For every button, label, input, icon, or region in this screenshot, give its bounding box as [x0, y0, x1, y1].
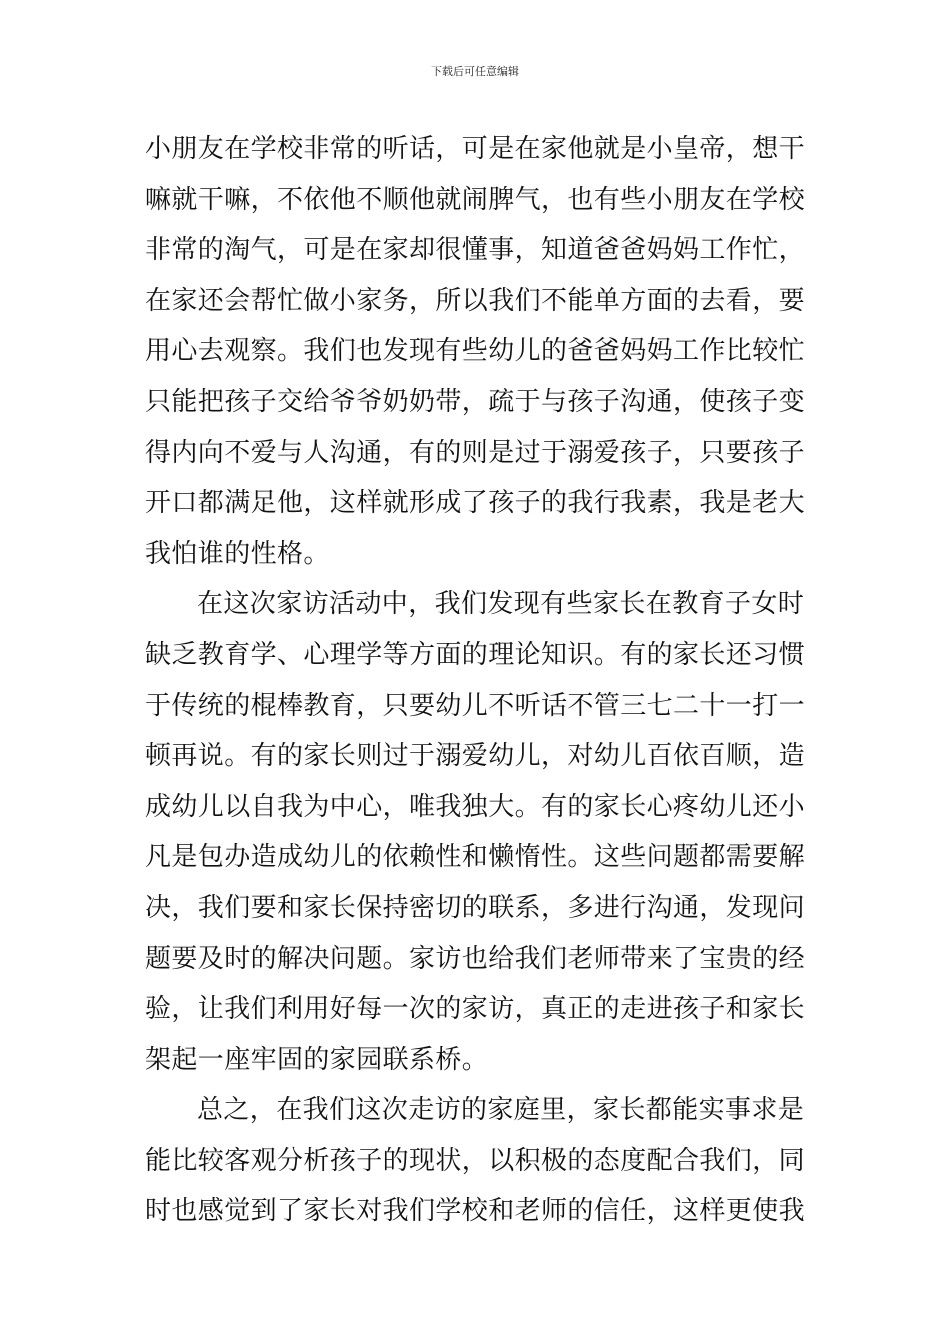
page-header: 下载后可任意编辑	[431, 65, 519, 78]
document-body	[145, 124, 810, 1237]
text-line: 嘛就干嘛，不依他不顺他就闹脾气，也有些小朋友在学校	[145, 184, 806, 215]
text-line: 小朋友在学校非常的听话，可是在家他就是小皇帝，想干	[145, 134, 806, 164]
text-line: 用心去观察。我们也发现有些幼儿的爸爸妈妈工作比较忙	[145, 336, 806, 367]
text-line: 开口都满足他，这样就形成了孩子的我行我素，我是老大	[145, 488, 806, 519]
text-line: 能比较客观分析孩子的现状，以积极的态度配合我们，同	[145, 1145, 806, 1176]
paragraph-start-line: 在这次家访活动中，我们发现有些家长在教育子女时	[197, 589, 805, 620]
paragraph-start-line: 总之，在我们这次走访的家庭里，家长都能实事求是	[197, 1095, 805, 1126]
text-line: 架起一座牢固的家园联系桥。	[145, 1044, 489, 1075]
text-line: 缺乏教育学、心理学等方面的理论知识。有的家长还习惯	[145, 639, 806, 670]
text-line: 我怕谁的性格。	[145, 538, 330, 569]
text-line: 于传统的棍棒教育，只要幼儿不听话不管三七二十一打一	[145, 690, 806, 721]
text-line: 时也感觉到了家长对我们学校和老师的信任，这样更使我	[145, 1196, 806, 1227]
text-line: 在家还会帮忙做小家务，所以我们不能单方面的去看，要	[145, 285, 806, 316]
text-line: 得内向不爱与人沟通，有的则是过于溺爱孩子，只要孩子	[145, 437, 806, 468]
text-line: 验，让我们利用好每一次的家访，真正的走进孩子和家长	[145, 994, 806, 1025]
text-line: 只能把孩子交给爷爷奶奶带，疏于与孩子沟通，使孩子变	[145, 386, 806, 417]
text-line: 凡是包办造成幼儿的依赖性和懒惰性。这些问题都需要解	[145, 842, 806, 873]
text-line: 非常的淘气，可是在家却很懂事，知道爸爸妈妈工作忙，	[145, 235, 806, 266]
text-line: 顿再说。有的家长则过于溺爱幼儿，对幼儿百依百顺，造	[145, 741, 806, 772]
text-line: 题要及时的解决问题。家访也给我们老师带来了宝贵的经	[145, 943, 806, 974]
text-line: 决，我们要和家长保持密切的联系，多进行沟通，发现问	[145, 892, 806, 923]
text-line: 成幼儿以自我为中心，唯我独大。有的家长心疼幼儿还小	[145, 791, 806, 822]
